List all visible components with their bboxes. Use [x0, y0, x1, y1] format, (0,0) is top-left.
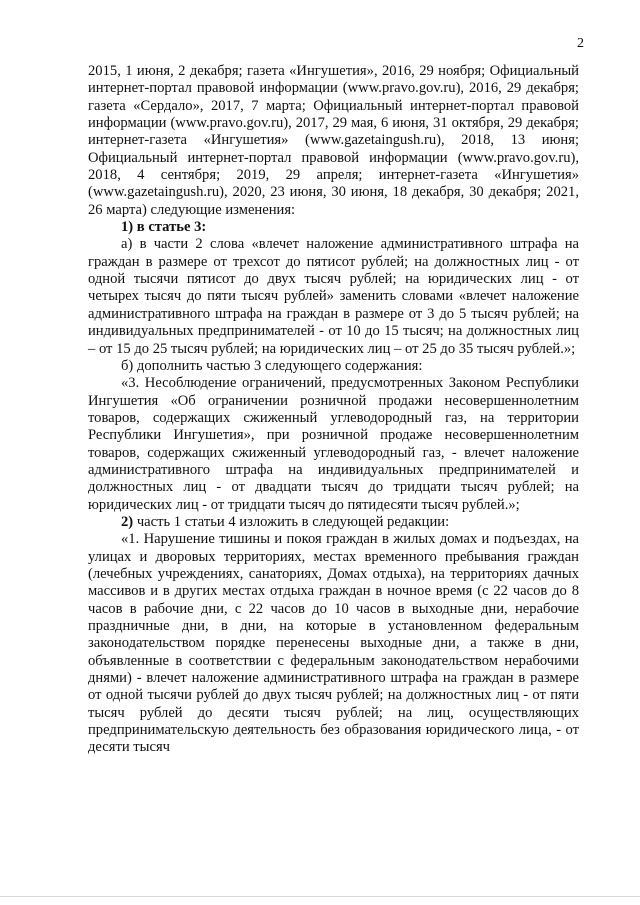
paragraph-4-text: б) дополнить частью 3 следующего содержания: [121, 357, 423, 374]
item-1-heading: 1) в статье 3: [121, 219, 207, 236]
paragraph-3-text: а) в части 2 слова «влечет наложение административного штрафа на граждан в размере от трехсот до пятисот рублей; на должностных лиц - от одной тысячи пятисот до двух тысяч рублей; на юридических лиц - от четырех тысяч до пяти тысяч рублей» заменить словами «влечет наложение административного штрафа на граждан в размере от 3 до 5 тысяч рублей; на индивидуальных предпринимателей - от 10 до 15 тысяч; на должностных лиц – от 15 до 25 тысяч рублей; на юридических лиц – от 25 до 35 тысяч рублей.»; [88, 236, 579, 357]
paragraph-4 [88, 358, 579, 375]
paragraph-3 [88, 236, 579, 357]
paragraph-5-text: «3. Несоблюдение ограничений, предусмотренных Законом Республики Ингушетия «Об ограничении розничной продажи несовершеннолетним товаров, содержащих сжиженный углеводородный газ, на территории Республики Ингушетия», при розничной продаже несовершеннолетним товаров, содержащих сжиженный углеводородный газ, - влечет наложение административного штрафа на индивидуальных предпринимателей и должностных лиц - от двадцати тысяч до тридцати тысяч рублей; на юридических лиц - от тридцати тысяч до пятидесяти тысяч рублей.»; [88, 375, 579, 513]
document-body [88, 63, 579, 757]
scan-edge-divider [0, 896, 640, 897]
item-2-number: 2) [121, 513, 134, 530]
paragraph-7 [88, 531, 579, 756]
paragraph-6-text: часть 1 статьи 4 изложить в следующей редакции: [133, 513, 450, 530]
paragraph-2 [88, 219, 579, 236]
page-number: 2 [577, 36, 584, 51]
paragraph-7-text: «1. Нарушение тишины и покоя граждан в жилых домах и подъездах, на улицах и дворовых территориях, местах временного пребывания граждан (лечебных учреждениях, санаториях, Домах отдыха), на территориях дачных массивов и в других местах отдыха граждан в ночное время (с 22 часов до 8 часов в рабочие дни, с 22 часов до 10 часов в выходные дни, нерабочие праздничные дни, в дни, на которые в установленном федеральным законодательством порядке перенесены выходные дни, а также в дни, объявленные в соответствии с федеральным законодательством нерабочими днями) - влечет наложение административного штрафа на граждан в размере от одной тысячи рублей до двух тысяч рублей; на должностных лиц - от пяти тысяч рублей до десяти тысяч рублей; на лиц, осуществляющих предпринимательскую деятельность без образования юридического лица, - от десяти тысяч [88, 531, 579, 756]
paragraph-1 [88, 63, 579, 219]
paragraph-5 [88, 375, 579, 514]
paragraph-6 [88, 514, 579, 531]
paragraph-1-text: 2015, 1 июня, 2 декабря; газета «Ингушетия», 2016, 29 ноября; Официальный интернет-портал правовой информации (www.pravo.gov.ru), 2016, 29 декабря; газета «Сердало», 2017, 7 марта; Официальный интернет-портал правовой информации (www.pravo.gov.ru), 2017, 29 мая, 6 июня, 31 октября, 29 декабря; интернет-газета «Ингушетия» (www.gazetaingush.ru), 2018, 13 июня; Официальный интернет-портал правовой информации (www.pravo.gov.ru), 2018, 4 сентября; 2019, 29 апреля; интернет-газета «Ингушетия» (www.gazetaingush.ru), 2020, 23 июня, 30 июня, 18 декабря, 30 декабря; 2021, 26 марта) следующие изменения: [88, 63, 579, 218]
